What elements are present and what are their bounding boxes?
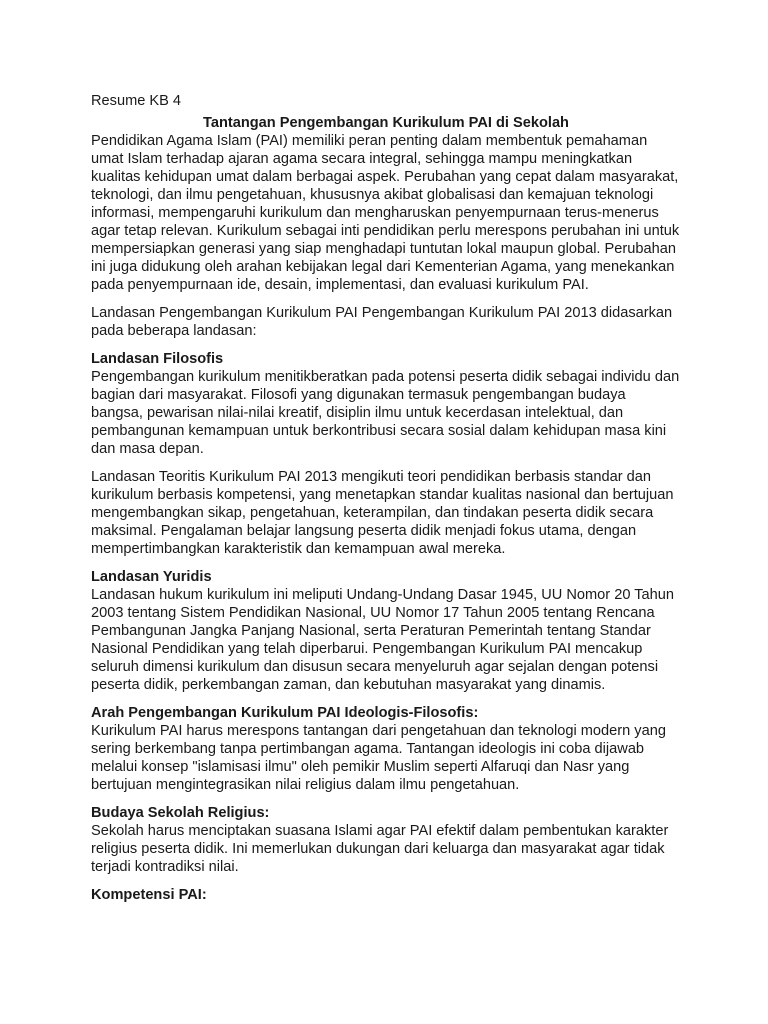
heading-landasan-yuridis: Landasan Yuridis	[91, 569, 212, 585]
heading-kompetensi-pai: Kompetensi PAI:	[91, 887, 207, 903]
document-page	[91, 92, 681, 904]
heading-landasan-filosofis: Landasan Filosofis	[91, 351, 224, 367]
resume-label: Resume KB 4	[91, 93, 182, 109]
paragraph-budaya-sekolah: Sekolah harus menciptakan suasana Islami agar PAI efektif dalam pembentukan karakter religius peserta didik. Ini memerlukan dukungan dari keluarga dan masyarakat agar tidak terjadi kontradiksi nilai.	[91, 823, 669, 875]
paragraph-arah-pengembangan: Kurikulum PAI harus merespons tantangan dari pengetahuan dan teknologi modern yang sering berkembang tanpa pertimbangan agama. Tantangan ideologis ini coba dijawab melalui konsep "islamisasi ilmu" oleh pemikir Muslim seperti Alfaruqi dan Nasr yang bertujuan mengintegrasikan nilai religius dalam ilmu pengetahuan.	[91, 723, 666, 793]
intro-paragraph: Pendidikan Agama Islam (PAI) memiliki peran penting dalam membentuk pemahaman umat Islam terhadap ajaran agama secara integral, sehingga mampu meningkatkan kualitas kehidupan umat dalam berbagai aspek. Perubahan yang cepat dalam masyarakat, teknologi, dan ilmu pengetahuan, khususnya akibat globalisasi dan kemajuan teknologi informasi, mempengaruhi kurikulum dan mengharuskan penyempurnaan terus-menerus agar tetap relevan. Kurikulum sebagai inti pendidikan perlu merespons perubahan ini untuk mempersiapkan generasi yang siap menghadapi tuntutan lokal maupun global. Perubahan ini juga didukung oleh arahan kebijakan legal dari Kementerian Agama, yang menekankan pada penyempurnaan ide, desain, implementasi, dan evaluasi kurikulum PAI.	[91, 133, 680, 293]
heading-budaya-sekolah: Budaya Sekolah Religius:	[91, 805, 270, 821]
document-title: Tantangan Pengembangan Kurikulum PAI di Sekolah	[203, 115, 569, 131]
paragraph-landasan-yuridis: Landasan hukum kurikulum ini meliputi Undang-Undang Dasar 1945, UU Nomor 20 Tahun 2003 tentang Sistem Pendidikan Nasional, UU Nomor 17 Tahun 2005 tentang Rencana Pembangunan Jangka Panjang Nasional, serta Peraturan Pemerintah tentang Standar Nasional Pendidikan yang telah diperbarui. Pengembangan Kurikulum PAI mencakup seluruh dimensi kurikulum dan disusun secara menyeluruh agar sejalan dengan potensi peserta didik, perkembangan zaman, dan kebutuhan masyarakat yang dinamis.	[91, 587, 674, 693]
landasan-intro-paragraph: Landasan Pengembangan Kurikulum PAI Pengembangan Kurikulum PAI 2013 didasarkan pada beberapa landasan:	[91, 305, 673, 339]
heading-arah-pengembangan: Arah Pengembangan Kurikulum PAI Ideologis-Filosofis:	[91, 705, 479, 721]
paragraph-landasan-filosofis: Pengembangan kurikulum menitikberatkan pada potensi peserta didik sebagai individu dan bagian dari masyarakat. Filosofi yang digunakan termasuk pengembangan budaya bangsa, pewarisan nilai-nilai kreatif, disiplin ilmu untuk kecerdasan intelektual, dan pembangunan kemampuan untuk berkontribusi secara sosial dalam kehidupan masa kini dan masa depan.	[91, 369, 680, 457]
paragraph-landasan-teoritis: Landasan Teoritis Kurikulum PAI 2013 mengikuti teori pendidikan berbasis standar dan kurikulum berbasis kompetensi, yang menetapkan standar kualitas nasional dan bertujuan mengembangkan sikap, pengetahuan, keterampilan, dan tindakan peserta didik secara maksimal. Pengalaman belajar langsung peserta didik menjadi fokus utama, dengan mempertimbangkan karakteristik dan kemampuan awal mereka.	[91, 469, 674, 557]
